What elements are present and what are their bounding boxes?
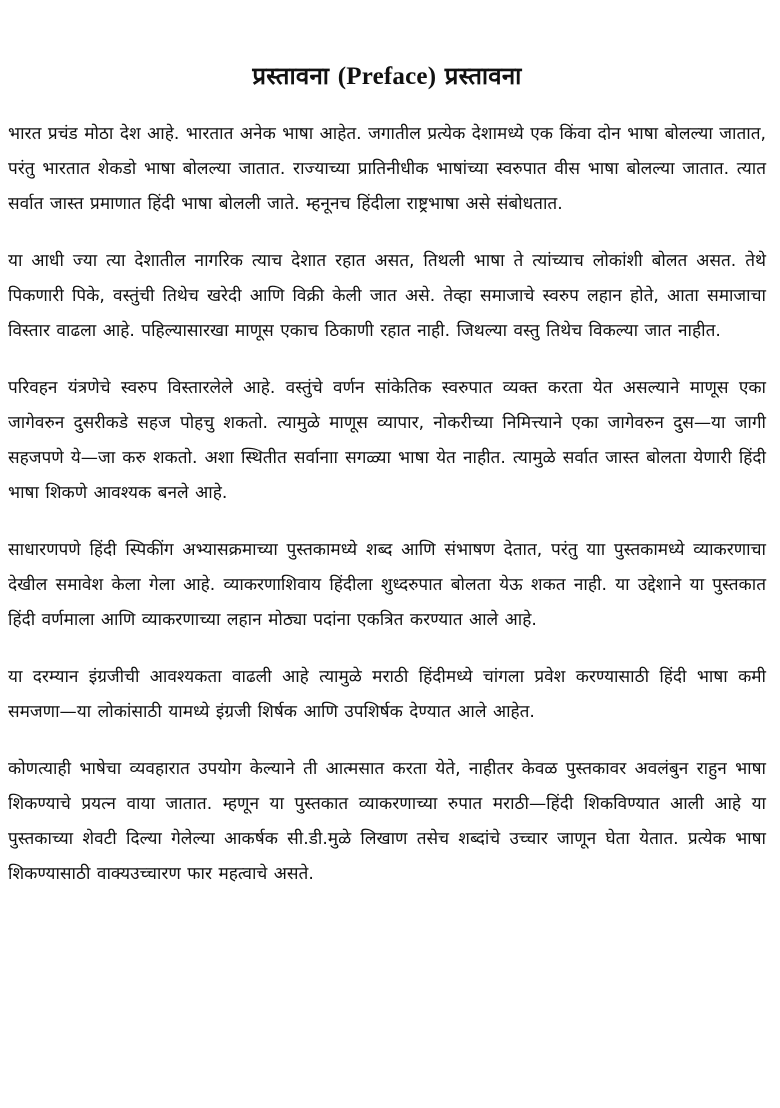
page-title bbox=[8, 58, 766, 95]
paragraph-5: या दरम्यान इंग्रजीची आवश्यकता वाढली आहे त्यामुळे मराठी हिंदीमध्ये चांगला प्रवेश करण्यासाठी हिंदी भाषा कमी समजणा—या लोकांसाठी यामध्ये इंग्रजी शिर्षक आणि उपशिर्षक देण्यात आले आहेत. bbox=[8, 667, 766, 722]
paragraph-3: परिवहन यंत्रणेचे स्वरुप विस्तारलेले आहे. वस्तुंचे वर्णन सांकेतिक स्वरुपात व्यक्त करता येत असल्याने माणूस एका जागेवरुन दुसरीकडे सहज पोहचु शकतो. त्यामुळे माणूस व्यापार, नोकरीच्या निमित्त्याने एका जागेवरुन दुस—या जागी सहजपणे ये—जा करु शकतो. अशा स्थितीत सर्वानाा सगळ्या भाषा येत नाहीत. त्यामुळे सर्वात जास्त बोलता येणारी हिंदी भाषा शिकणे आवश्यक बनले आहे. bbox=[8, 378, 766, 503]
paragraph-1: भारत प्रचंड मोठा देश आहे. भारतात अनेक भाषा आहेत. जगातील प्रत्येक देशामध्ये एक किंवा दोन भाषा बोलल्या जातात, परंतु भारतात शेकडो भाषा बोलल्या जातात. राज्याच्या प्रातिनीधीक भाषांच्या स्वरुपात वीस भाषा बोलल्या जातात. त्यात सर्वात जास्त प्रमाणात हिंदी भाषा बोलली जाते. म्हनूनच हिंदीला राष्ट्रभाषा असे संबोधतात. bbox=[8, 124, 766, 214]
title-marathi-right: प्रस्तावना bbox=[444, 62, 522, 90]
title-marathi-left: प्रस्तावना bbox=[252, 62, 330, 90]
title-english: (Preface) bbox=[337, 63, 437, 90]
paragraph-6: कोणत्याही भाषेचा व्यवहारात उपयोग केल्याने ती आत्मसात करता येते, नाहीतर केवळ पुस्तकावर अवलंबुन राहुन भाषा शिकण्याचे प्रयत्न वाया जातात. म्हणून या पुस्तकात व्याकरणाच्या रुपात मराठी—हिंदी शिकविण्यात आली आहे या पुस्तकाच्या शेवटी दिल्या गेलेल्या आकर्षक सी.डी.मुळे लिखाण तसेच शब्दांचे उच्चार जाणून घेता येतात. प्रत्येक भाषा शिकण्यासाठी वाक्यउच्चारण फार महत्वाचे असते. bbox=[8, 759, 766, 884]
paragraph-2: या आधी ज्या त्या देशातील नागरिक त्याच देशात रहात असत, तिथली भाषा ते त्यांच्याच लोकांशी बोलत असत. तेथे पिकणारी पिके, वस्तुंची तिथेच खरेदी आणि विक्री केली जात असे. तेव्हा समाजाचे स्वरुप लहान होते, आता समाजाचा विस्तार वाढला आहे. पहिल्यासारखा माणूस एकाच ठिकाणी रहात नाही. जिथल्या वस्तु तिथेच विकल्या जात नाहीत. bbox=[8, 251, 766, 341]
paragraph-4: साधारणपणे हिंदी स्पिकींग अभ्यासक्रमाच्या पुस्तकामध्ये शब्द आणि संभाषण देतात, परंतु याा पुस्तकामध्ये व्याकरणाचा देखील समावेश केला गेला आहे. व्याकरणाशिवाय हिंदीला शुध्दरुपात बोलता येऊ शकत नाही. या उद्देशाने या पुस्तकात हिंदी वर्णमाला आणि व्याकरणाच्या लहान मोठ्या पदांना एकत्रित करण्यात आले आहे. bbox=[8, 540, 766, 630]
